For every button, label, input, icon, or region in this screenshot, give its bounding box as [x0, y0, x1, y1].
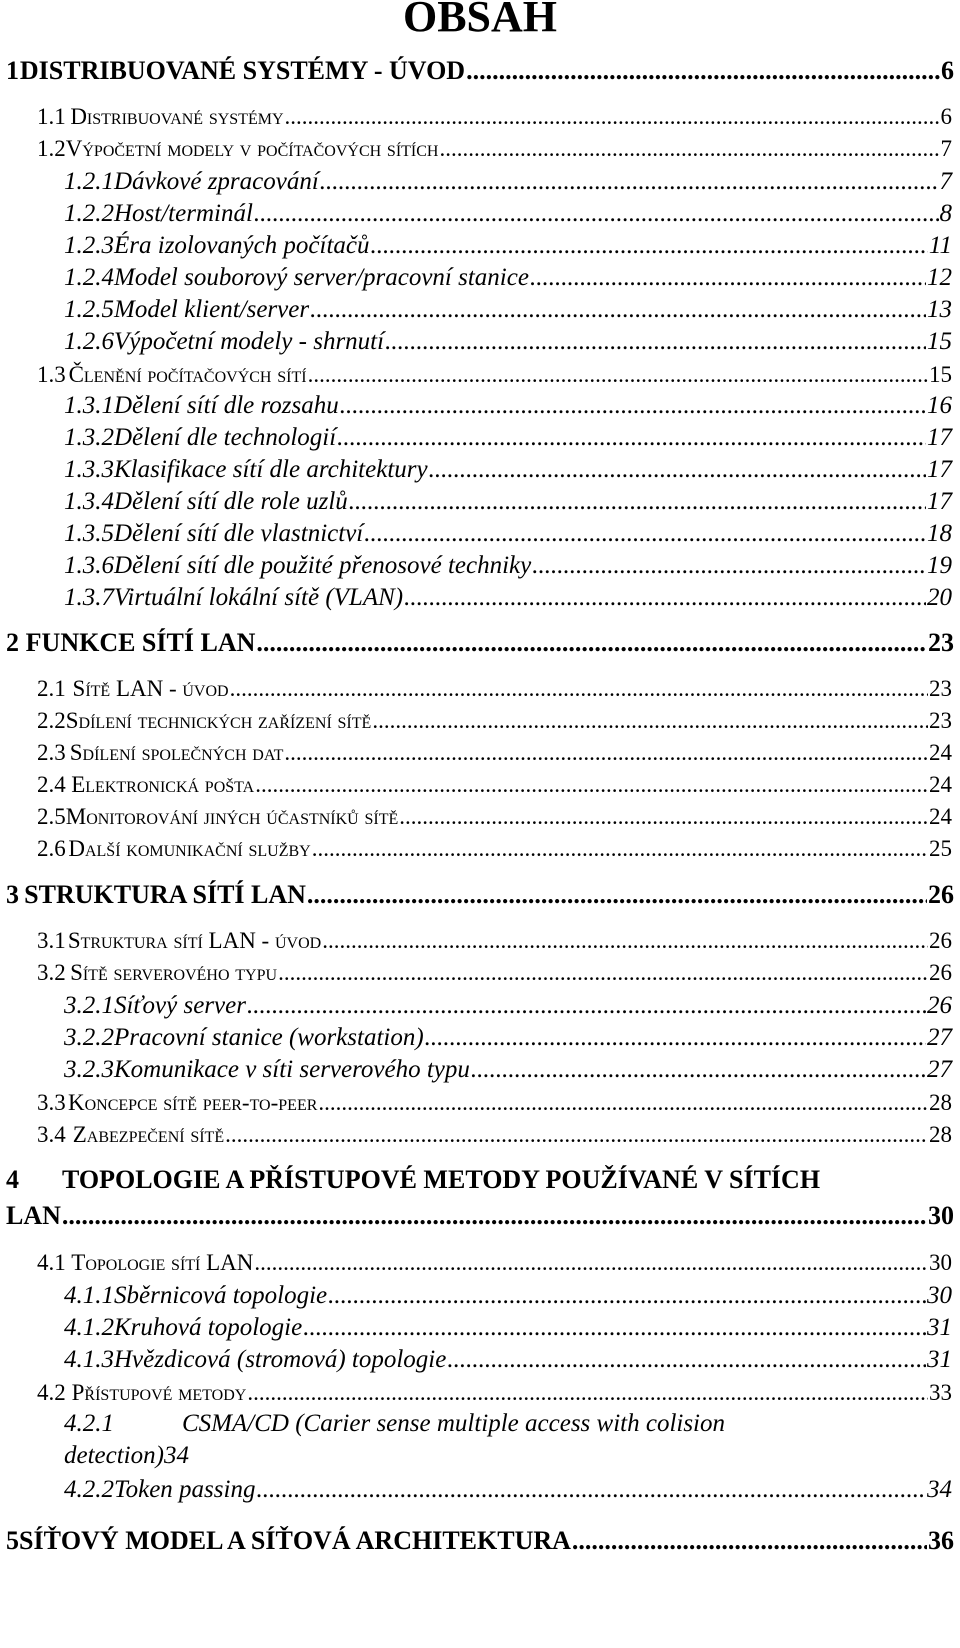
dot-leader — [278, 960, 928, 986]
toc-entry-level2[interactable] — [37, 740, 952, 770]
entry-title: Dělení sítí dle použité přenosové techniky — [114, 552, 532, 579]
dot-leader — [372, 708, 928, 734]
toc-entry-level3[interactable] — [64, 200, 952, 231]
entry-page: 23 — [928, 628, 954, 657]
toc-entry-level3[interactable] — [64, 168, 952, 199]
entry-number: 3.2.1 — [64, 992, 114, 1019]
dot-leader — [530, 264, 926, 292]
entry-page: 19 — [927, 552, 952, 579]
entry-number: 3 — [6, 880, 19, 909]
entry-page: 17 — [927, 456, 952, 483]
entry-title: Dělení sítí dle rozsahu — [114, 392, 339, 419]
toc-entry-level3[interactable] — [64, 1476, 952, 1507]
entry-title: CSMA/CD (Carier sense multiple access with colision — [182, 1410, 726, 1437]
entry-number: 3.4 — [37, 1122, 66, 1147]
entry-title: Token passing — [114, 1476, 256, 1503]
toc-entry-level3[interactable] — [64, 552, 952, 583]
entry-number: 1.2.5 — [64, 296, 114, 323]
entry-number: 4.1.2 — [64, 1314, 114, 1341]
entry-page: 36 — [928, 1526, 954, 1555]
entry-title: Síťový server — [114, 992, 246, 1019]
entry-number: 1.2.3 — [64, 232, 114, 259]
entry-title: Dávkové zpracování — [114, 168, 319, 195]
entry-page: 6 — [940, 104, 952, 129]
entry-title-continuation: LAN — [6, 1201, 61, 1230]
toc-entry-level3[interactable] — [64, 264, 952, 295]
entry-page: 25 — [929, 836, 952, 861]
entry-title: Komunikace v síti serverového typu — [114, 1056, 470, 1083]
entry-number: 5 — [6, 1526, 19, 1555]
dot-leader — [303, 1314, 926, 1342]
entry-number: 2.4 — [37, 772, 66, 797]
entry-number: 2.5 — [37, 804, 66, 829]
entry-title: Monitorování jiných účastníků sítě — [65, 804, 399, 829]
entry-page: 15 — [929, 362, 952, 387]
entry-title: Členění počítačových sítí — [68, 362, 307, 387]
dot-leader — [371, 232, 928, 260]
entry-page: 30 — [927, 1282, 952, 1309]
toc-entry-level1[interactable] — [6, 628, 954, 660]
entry-title: SÍŤOVÝ MODEL A SÍŤOVÁ ARCHITEKTURA — [19, 1526, 571, 1555]
entry-title: Virtuální lokální sítě (VLAN) — [114, 584, 404, 611]
entry-title: DISTRIBUOVANÉ SYSTÉMY - ÚVOD — [19, 56, 466, 85]
entry-title: Sítě serverového typu — [70, 960, 278, 985]
entry-title: Sběrnicová topologie — [114, 1282, 328, 1309]
dot-leader — [429, 456, 926, 484]
entry-title: Model souborový server/pracovní stanice — [114, 264, 529, 291]
dot-leader — [466, 56, 940, 86]
entry-number: 4.2.2 — [64, 1476, 114, 1503]
dot-leader — [425, 1024, 926, 1052]
dot-leader — [285, 104, 940, 130]
entry-page: 23 — [929, 676, 952, 701]
entry-page: 28 — [929, 1122, 952, 1147]
toc-entry-level3[interactable] — [64, 328, 952, 359]
dot-leader — [307, 880, 927, 910]
entry-page: 28 — [929, 1090, 952, 1115]
toc-entry-level3[interactable] — [64, 584, 952, 615]
toc-entry-level2[interactable] — [37, 928, 952, 958]
toc-entry-level2[interactable] — [37, 676, 952, 706]
entry-page: 33 — [929, 1380, 952, 1405]
entry-page: 8 — [939, 200, 952, 227]
toc-entry-level2[interactable] — [37, 1380, 952, 1410]
toc-entry-level1-continuation[interactable] — [6, 1201, 954, 1233]
entry-number: 3.1 — [37, 928, 66, 953]
entry-page: 26 — [927, 992, 952, 1019]
dot-leader — [439, 136, 939, 162]
toc-entry-level3[interactable] — [64, 296, 952, 327]
toc-entry-level3[interactable] — [64, 1282, 952, 1313]
entry-title: Distribuované systémy — [70, 104, 284, 129]
entry-page: 12 — [927, 264, 952, 291]
toc-entry-level1[interactable] — [6, 56, 954, 88]
entry-page: 15 — [927, 328, 952, 355]
entry-page: 31 — [927, 1346, 952, 1373]
dot-leader — [318, 1090, 928, 1116]
entry-number: 1.3.4 — [64, 488, 114, 515]
entry-title: Další komunikační služby — [68, 836, 311, 861]
entry-title: Koncepce sítě peer-to-peer — [68, 1090, 318, 1115]
entry-title: Sítě LAN - úvod — [72, 676, 229, 701]
entry-number: 1.1 — [37, 104, 66, 129]
entry-title: Pracovní stanice (workstation) — [114, 1024, 424, 1051]
toc-entry-level2[interactable] — [37, 1122, 952, 1152]
toc-entry-level3[interactable] — [64, 1346, 952, 1377]
dot-leader — [247, 1380, 928, 1406]
dot-leader — [247, 992, 926, 1020]
entry-number: 1 — [6, 56, 19, 85]
entry-title: Éra izolovaných počítačů — [114, 232, 370, 259]
entry-number: 3.2 — [37, 960, 66, 985]
toc-entry-level3[interactable] — [64, 392, 952, 423]
entry-title: TOPOLOGIE A PŘÍSTUPOVÉ METODY POUŽÍVANÉ V SÍTÍCH — [62, 1165, 821, 1194]
dot-leader — [572, 1526, 927, 1556]
dot-leader — [340, 392, 926, 420]
dot-leader — [284, 740, 928, 766]
entry-number: 1.3 — [37, 362, 66, 387]
entry-page: 26 — [928, 880, 954, 909]
entry-title: Zabezpečení sítě — [72, 1122, 225, 1147]
entry-title: Elektronická pošta — [71, 772, 255, 797]
entry-number: 1.2.1 — [64, 168, 114, 195]
entry-number: 4 — [6, 1165, 19, 1194]
dot-leader — [254, 1250, 928, 1276]
dot-leader — [337, 424, 926, 452]
entry-page: 17 — [927, 424, 952, 451]
dot-leader — [62, 1201, 927, 1231]
toc-entry-level1[interactable] — [6, 1526, 954, 1558]
dot-leader — [312, 836, 928, 862]
toc-entry-level3-continuation[interactable] — [64, 1442, 952, 1470]
dot-leader — [256, 628, 927, 658]
entry-page: 20 — [927, 584, 952, 611]
entry-number: 1.3.7 — [64, 584, 114, 611]
toc-entry-level3[interactable] — [64, 520, 952, 551]
entry-title: Výpočetní modely - shrnutí — [114, 328, 385, 355]
entry-page: 34 — [927, 1476, 952, 1503]
dot-leader — [447, 1346, 926, 1374]
entry-number: 4.1 — [37, 1250, 66, 1275]
toc-entry-level2[interactable] — [37, 104, 952, 134]
toc-entry-level3[interactable] — [64, 232, 952, 263]
dot-leader — [255, 772, 928, 798]
entry-page: 26 — [929, 928, 952, 953]
dot-leader — [256, 1476, 926, 1504]
entry-number: 4.2 — [37, 1380, 66, 1405]
toc-entry-level2[interactable] — [37, 136, 952, 166]
entry-number: 1.2.2 — [64, 200, 114, 227]
entry-title: Host/terminál — [114, 200, 253, 227]
entry-page: 17 — [927, 488, 952, 515]
toc-entry-level3[interactable] — [64, 424, 952, 455]
dot-leader — [230, 676, 928, 702]
dot-leader — [364, 520, 926, 548]
dot-leader — [322, 928, 928, 954]
dot-leader — [349, 488, 926, 516]
toc-entry-level3[interactable] — [64, 992, 952, 1023]
entry-page: 30 — [929, 1250, 952, 1275]
entry-number: 3.2.2 — [64, 1024, 114, 1051]
entry-page: 30 — [928, 1201, 954, 1230]
toc-entry-level3[interactable] — [64, 1056, 952, 1087]
dot-leader — [320, 168, 939, 196]
toc-entry-level3[interactable] — [64, 456, 952, 487]
entry-page: 18 — [927, 520, 952, 547]
toc-entry-level2[interactable] — [37, 960, 952, 990]
entry-title: Dělení dle technologií — [114, 424, 337, 451]
entry-page: 7 — [940, 136, 952, 161]
entry-title: Kruhová topologie — [114, 1314, 303, 1341]
entry-page: 24 — [929, 740, 952, 765]
entry-title-continuation: detection)34 — [64, 1442, 189, 1469]
entry-page: 27 — [927, 1056, 952, 1083]
toc-entry-level3-wrapped[interactable] — [64, 1410, 952, 1438]
entry-page: 11 — [928, 232, 952, 259]
entry-number: 2.6 — [37, 836, 66, 861]
entry-title: Výpočetní modely v počítačových sítích — [65, 136, 439, 161]
dot-leader — [404, 584, 926, 612]
dot-leader — [328, 1282, 926, 1310]
toc-entry-level2[interactable] — [37, 772, 952, 802]
entry-page: 24 — [929, 772, 952, 797]
dot-leader — [399, 804, 928, 830]
entry-number: 4.1.3 — [64, 1346, 114, 1373]
entry-number: 1.3.5 — [64, 520, 114, 547]
dot-leader — [532, 552, 926, 580]
entry-number: 2 — [6, 628, 19, 657]
toc-entry-level2[interactable] — [37, 1250, 952, 1280]
entry-number: 1.3.2 — [64, 424, 114, 451]
entry-title: Struktura sítí LAN - úvod — [67, 928, 322, 953]
entry-number: 2.2 — [37, 708, 66, 733]
dot-leader — [471, 1056, 926, 1084]
toc-entry-level1-wrapped[interactable] — [6, 1165, 954, 1195]
entry-number: 1.2.4 — [64, 264, 114, 291]
entry-page: 26 — [929, 960, 952, 985]
toc-entry-level2[interactable] — [37, 1090, 952, 1120]
entry-title: Model klient/server — [114, 296, 310, 323]
toc-entry-level3[interactable] — [64, 1314, 952, 1345]
entry-page: 7 — [939, 168, 952, 195]
dot-leader — [254, 200, 939, 228]
entry-number: 3.2.3 — [64, 1056, 114, 1083]
entry-number: 1.3.3 — [64, 456, 114, 483]
entry-page: 6 — [941, 56, 954, 85]
entry-page: 24 — [929, 804, 952, 829]
dot-leader — [308, 362, 928, 388]
entry-title: STRUKTURA SÍTÍ LAN — [24, 880, 306, 909]
dot-leader — [225, 1122, 928, 1148]
entry-number: 4.2.1 — [64, 1410, 114, 1437]
entry-number: 3.3 — [37, 1090, 66, 1115]
entry-number: 1.2 — [37, 136, 66, 161]
toc-entry-level2[interactable] — [37, 708, 952, 738]
entry-title: Dělení sítí dle vlastnictví — [114, 520, 364, 547]
entry-page: 13 — [927, 296, 952, 323]
entry-title: Topologie sítí LAN — [71, 1250, 254, 1275]
entry-title: Sdílení společných dat — [69, 740, 284, 765]
entry-number: 1.2.6 — [64, 328, 114, 355]
toc-entry-level2[interactable] — [37, 362, 952, 392]
entry-title: Přístupové metody — [71, 1380, 247, 1405]
entry-page: 16 — [927, 392, 952, 419]
entry-page: 27 — [927, 1024, 952, 1051]
entry-number: 4.1.1 — [64, 1282, 114, 1309]
entry-title: FUNKCE SÍTÍ LAN — [25, 628, 256, 657]
toc-entry-level2[interactable] — [37, 836, 952, 866]
entry-number: 2.1 — [37, 676, 66, 701]
toc-entry-level3[interactable] — [64, 1024, 952, 1055]
entry-page: 23 — [929, 708, 952, 733]
entry-title: Sdílení technických zařízení sítě — [65, 708, 372, 733]
entry-number: 1.3.6 — [64, 552, 114, 579]
page-title: OBSAH — [402, 0, 558, 41]
dot-leader — [310, 296, 926, 324]
toc-entry-level3[interactable] — [64, 488, 952, 519]
entry-title: Klasifikace sítí dle architektury — [114, 456, 428, 483]
toc-entry-level1[interactable] — [6, 880, 954, 912]
entry-page: 31 — [927, 1314, 952, 1341]
entry-title: Dělení sítí dle role uzlů — [114, 488, 348, 515]
entry-number: 1.3.1 — [64, 392, 114, 419]
entry-title: Hvězdicová (stromová) topologie — [114, 1346, 447, 1373]
entry-number: 2.3 — [37, 740, 66, 765]
dot-leader — [385, 328, 926, 356]
toc-entry-level2[interactable] — [37, 804, 952, 834]
